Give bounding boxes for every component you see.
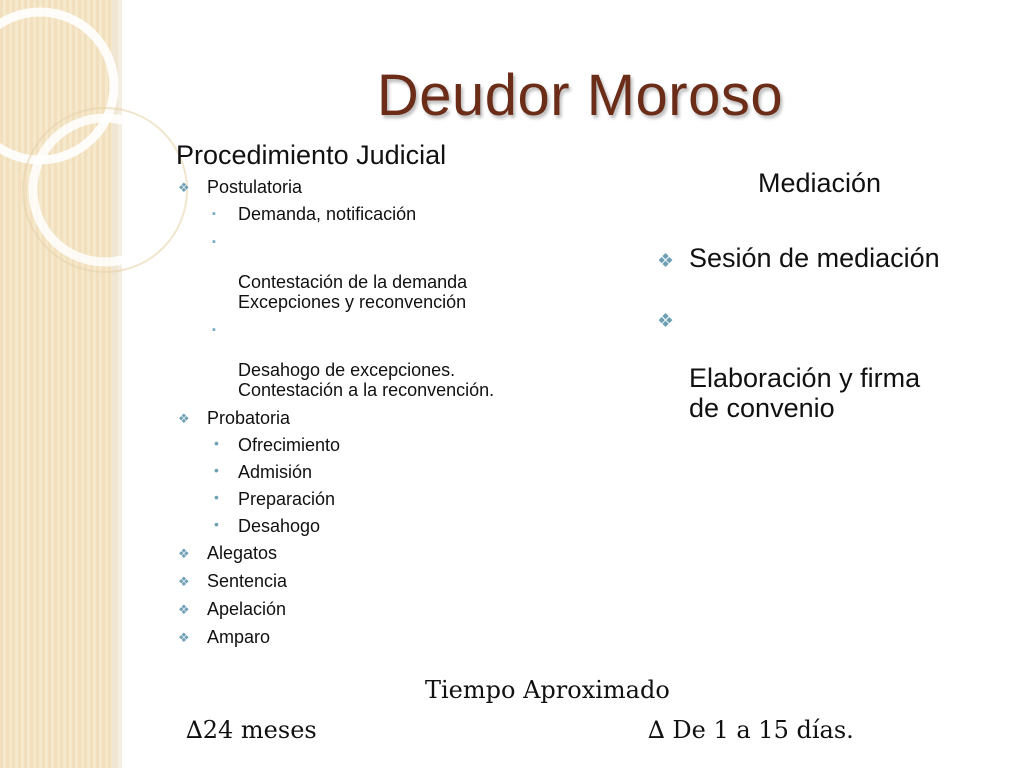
diamond-bullet-icon: ❖	[657, 311, 675, 332]
diamond-bullet-icon: ❖	[657, 251, 675, 272]
diamond-bullet-icon: ❖	[178, 546, 190, 561]
tiempo-label: Tiempo Aproximado	[425, 676, 670, 704]
mediacion-column	[656, 168, 986, 423]
list-item: • Desahogo	[214, 516, 321, 536]
slide-title: Deudor Moroso	[376, 63, 784, 128]
list-item-postulatoria: ❖ Postulatoria	[178, 177, 303, 197]
dot-bullet-icon: •	[214, 489, 219, 505]
list-item: • Ofrecimiento	[214, 435, 341, 455]
diamond-bullet-icon: ❖	[178, 574, 190, 589]
list-item: ▪ Desahogo de excepciones. Contestación a la reconvención.	[176, 320, 596, 400]
procedimiento-heading: Procedimiento Judicial	[176, 140, 447, 170]
mediacion-heading: Mediación	[758, 168, 882, 198]
diamond-bullet-icon: ❖	[178, 180, 190, 195]
list-item-alegatos: ❖ Alegatos	[178, 543, 278, 563]
list-item-sentencia: ❖ Sentencia	[178, 571, 288, 591]
list-item-apelacion: ❖ Apelación	[178, 599, 287, 619]
list-item-amparo: ❖ Amparo	[178, 627, 271, 647]
list-item: • Preparación	[214, 489, 336, 509]
diamond-bullet-icon: ❖	[178, 602, 190, 617]
list-item: • Admisión	[214, 462, 313, 482]
list-item: ▪ Contestación de la demanda Excepciones y reconvención	[176, 232, 596, 312]
square-bullet-icon: ▪	[212, 208, 216, 220]
list-item: ▪ Demanda, notificación	[212, 204, 417, 224]
diamond-bullet-icon: ❖	[178, 411, 190, 426]
tiempo-mediacion: ∆ De 1 a 15 días.	[648, 716, 854, 744]
dot-bullet-icon: •	[214, 462, 219, 478]
procedimiento-column	[176, 140, 596, 648]
square-bullet-icon: ▪	[212, 324, 216, 336]
dot-bullet-icon: •	[214, 516, 219, 532]
square-bullet-icon: ▪	[212, 236, 216, 248]
tiempo-judicial: ∆24 meses	[186, 716, 317, 744]
list-item-probatoria: ❖ Probatoria	[178, 408, 291, 428]
diamond-bullet-icon: ❖	[178, 630, 190, 645]
list-item-sesion: ❖ Sesión de mediación	[656, 243, 986, 273]
dot-bullet-icon: •	[214, 435, 219, 451]
list-item-convenio: ❖ Elaboración y firma de convenio	[656, 303, 986, 423]
